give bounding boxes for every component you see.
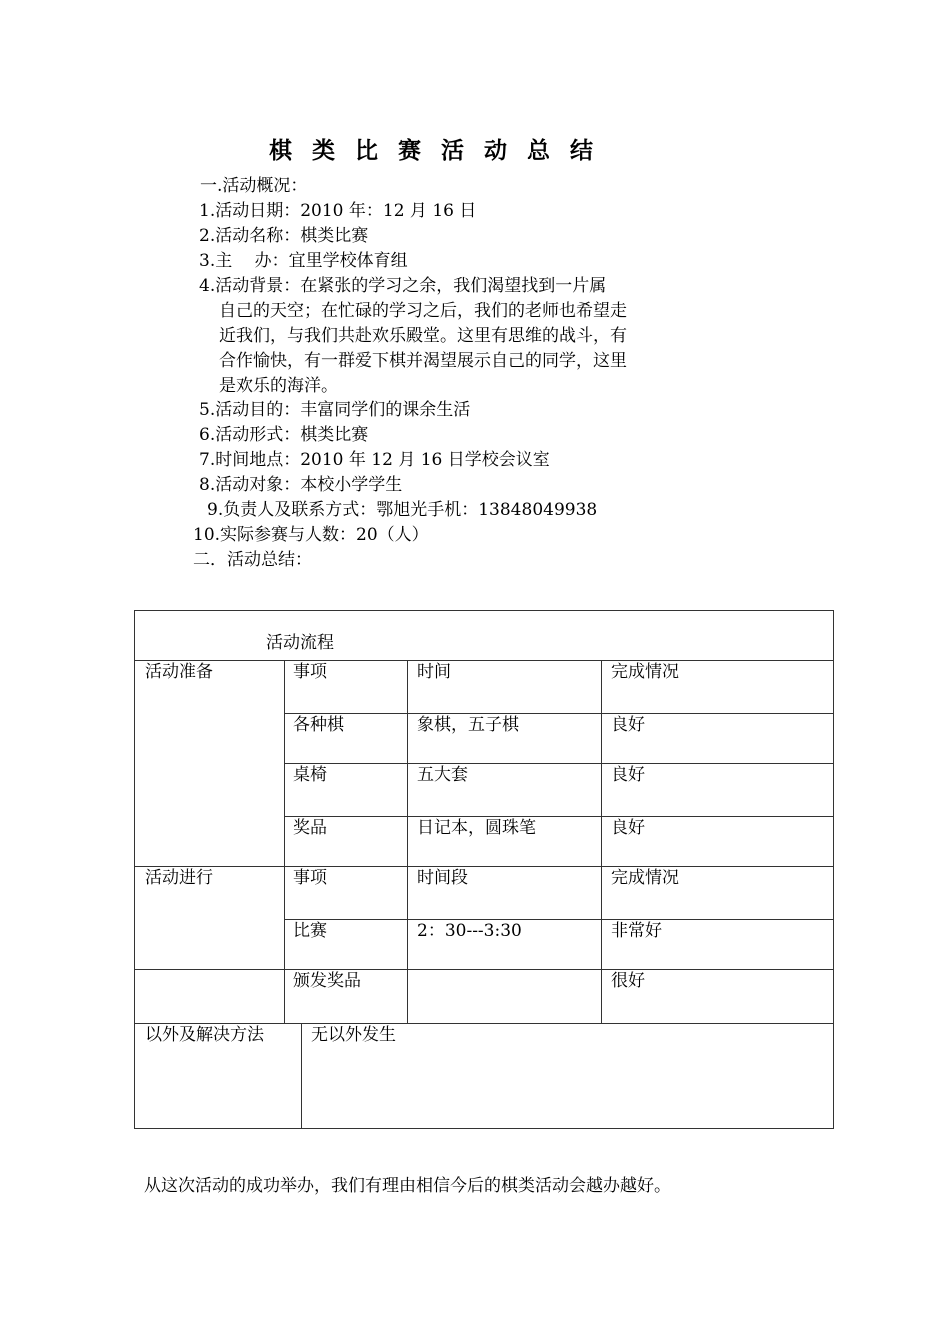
table-cell: 时间 bbox=[417, 662, 451, 682]
item-number: 8. bbox=[199, 475, 216, 495]
item-number: 9. bbox=[207, 500, 224, 520]
list-item bbox=[199, 199, 476, 223]
table-cell: 很好 bbox=[611, 971, 645, 991]
table-rule bbox=[301, 1023, 302, 1128]
issue-label: 以外及解决方法 bbox=[145, 1025, 264, 1045]
table-cell: 完成情况 bbox=[611, 868, 679, 888]
table-rule bbox=[284, 660, 285, 1023]
issue-value: 无以外发生 bbox=[311, 1025, 396, 1045]
item-text: 活动日期：2010 年：12 月 16 日 bbox=[215, 201, 477, 221]
table-cell: 事项 bbox=[293, 662, 327, 682]
item-number: 3. bbox=[199, 251, 216, 271]
background-line: 近我们，与我们共赴欢乐殿堂。这里有思维的战斗，有 bbox=[219, 326, 627, 346]
table-rule bbox=[135, 969, 833, 970]
table-rule bbox=[135, 660, 833, 661]
table-cell: 良好 bbox=[611, 715, 645, 735]
item-number: 1. bbox=[199, 201, 216, 221]
list-item bbox=[199, 274, 606, 298]
prep-label: 活动准备 bbox=[145, 662, 213, 682]
list-item bbox=[199, 249, 408, 273]
item-text: 活动对象：本校小学学生 bbox=[215, 475, 403, 495]
list-item bbox=[199, 448, 550, 472]
item-number: 6. bbox=[199, 425, 216, 445]
item-text: 实际参赛与人数：20（人） bbox=[220, 525, 429, 545]
table-rule bbox=[284, 919, 833, 920]
section-summary-heading: 二．活动总结： bbox=[193, 550, 312, 570]
table-cell: 颁发奖品 bbox=[293, 971, 361, 991]
closing-sentence: 从这次活动的成功举办，我们有理由相信今后的棋类活动会越办越好。 bbox=[144, 1176, 671, 1196]
table-rule bbox=[284, 763, 833, 764]
background-line: 自己的天空；在忙碌的学习之后，我们的老师也希望走 bbox=[219, 301, 627, 321]
table-cell: 象棋，五子棋 bbox=[417, 715, 519, 735]
table-rule bbox=[284, 713, 833, 714]
background-line: 是欢乐的海洋。 bbox=[219, 376, 338, 396]
list-item bbox=[193, 523, 429, 547]
table-cell: 时间段 bbox=[417, 868, 468, 888]
table-cell: 各种棋 bbox=[293, 715, 344, 735]
item-number: 4. bbox=[199, 276, 216, 296]
item-number: 2. bbox=[199, 226, 216, 246]
table-cell: 良好 bbox=[611, 818, 645, 838]
table-rule bbox=[284, 816, 833, 817]
table-rule bbox=[407, 660, 408, 1023]
item-number: 5. bbox=[199, 400, 216, 420]
table-cell: 良好 bbox=[611, 765, 645, 785]
item-number: 7. bbox=[199, 450, 216, 470]
table-cell: 奖品 bbox=[293, 818, 327, 838]
table-cell: 比赛 bbox=[293, 921, 327, 941]
list-item bbox=[199, 224, 368, 248]
table-cell: 2：30---3:30 bbox=[417, 921, 522, 941]
table-rule bbox=[601, 660, 602, 1023]
item-number: 10. bbox=[193, 525, 221, 545]
item-text: 负责人及联系方式：鄂旭光手机：13848049938 bbox=[223, 500, 598, 520]
list-item bbox=[199, 473, 402, 497]
table-cell: 五大套 bbox=[417, 765, 468, 785]
table-cell: 日记本，圆珠笔 bbox=[417, 818, 536, 838]
page-title: 棋 类 比 赛 活 动 总 结 bbox=[268, 138, 600, 164]
list-item bbox=[207, 498, 597, 522]
section-overview-heading: 一.活动概况： bbox=[200, 176, 308, 196]
item-text: 主 办：宜里学校体育组 bbox=[215, 251, 408, 271]
list-item bbox=[199, 398, 470, 422]
table-cell: 完成情况 bbox=[611, 662, 679, 682]
item-text: 活动形式：棋类比赛 bbox=[215, 425, 369, 445]
activity-table bbox=[134, 610, 834, 1129]
table-header: 活动流程 bbox=[266, 633, 334, 653]
item-text: 活动名称：棋类比赛 bbox=[215, 226, 369, 246]
table-cell: 桌椅 bbox=[293, 765, 327, 785]
run-label: 活动进行 bbox=[145, 868, 213, 888]
list-item bbox=[199, 423, 368, 447]
table-cell: 非常好 bbox=[611, 921, 662, 941]
item-text: 活动目的：丰富同学们的课余生活 bbox=[215, 400, 471, 420]
background-line: 合作愉快，有一群爱下棋并渴望展示自己的同学，这里 bbox=[219, 351, 627, 371]
item-text: 时间地点：2010 年 12 月 16 日学校会议室 bbox=[215, 450, 550, 470]
item-text: 活动背景：在紧张的学习之余，我们渴望找到一片属 bbox=[215, 276, 607, 296]
table-rule bbox=[135, 866, 833, 867]
table-cell: 事项 bbox=[293, 868, 327, 888]
